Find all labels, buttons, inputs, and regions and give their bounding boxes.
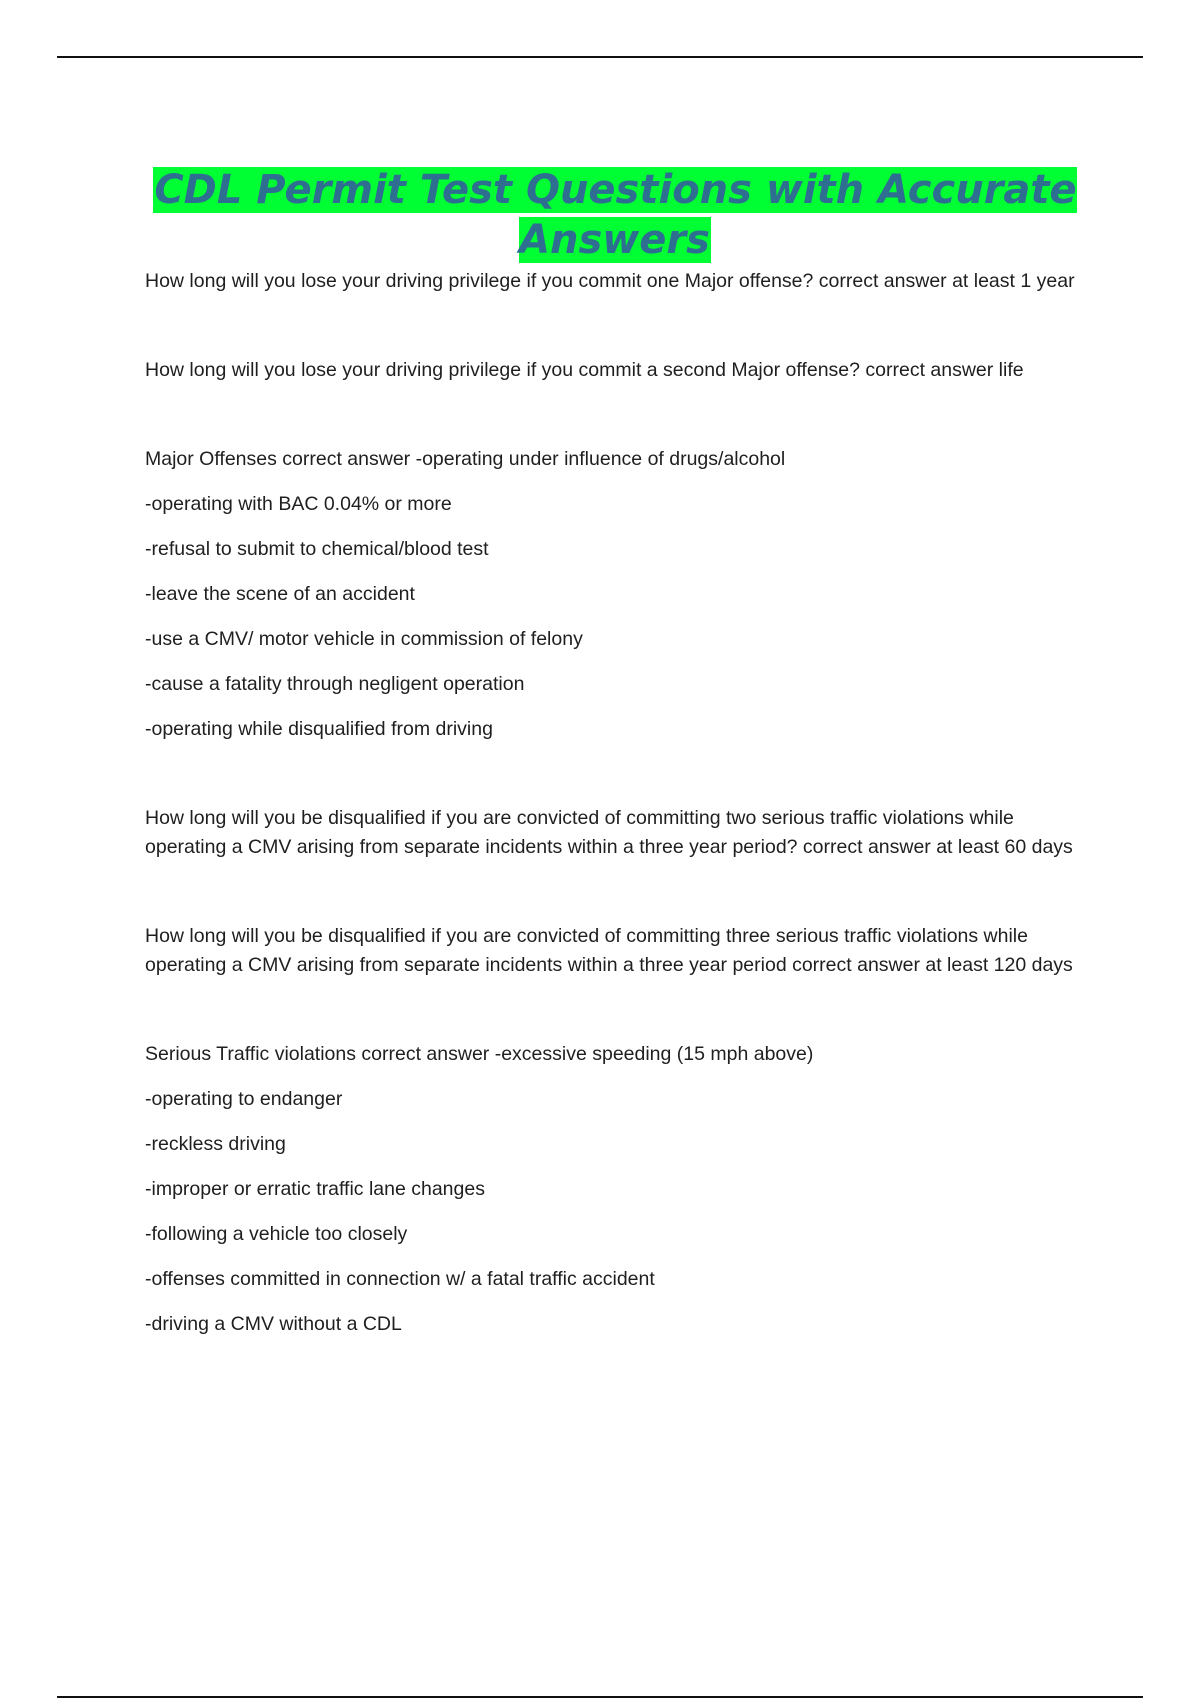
list-item: -refusal to submit to chemical/blood test (145, 538, 489, 560)
entry-major-offense-second: How long will you lose your driving privilege if you commit a second Major offense? correct answer life (145, 359, 1024, 381)
list-item: -reckless driving (145, 1133, 286, 1155)
list-item: -leave the scene of an accident (145, 583, 415, 605)
entry-three-serious-violations: How long will you be disqualified if you are convicted of committing three serious traffic violations while operating a CMV arising from separate incidents within a three year period correct answer at least 120 days (145, 925, 1073, 976)
document-body (145, 165, 1085, 1339)
entry-major-offense-one: How long will you lose your driving privilege if you commit one Major offense? correct answer at least 1 year (145, 270, 1075, 292)
list-item: -cause a fatality through negligent operation (145, 673, 525, 695)
list-item: -improper or erratic traffic lane changes (145, 1178, 485, 1200)
list-item: -driving a CMV without a CDL (145, 1313, 402, 1335)
footer-rule (57, 1696, 1143, 1698)
document-title: CDL Permit Test Questions with Accurate Answers (154, 167, 1077, 263)
list-item: -operating to endanger (145, 1088, 343, 1110)
entry-major-offenses: Major Offenses correct answer -operating under influence of drugs/alcohol (145, 448, 786, 470)
entry-serious-traffic-violations: Serious Traffic violations correct answer -excessive speeding (15 mph above) (145, 1043, 814, 1065)
list-item: -following a vehicle too closely (145, 1223, 408, 1245)
header-rule (57, 56, 1143, 58)
list-item: -use a CMV/ motor vehicle in commission of felony (145, 628, 583, 650)
list-item: -operating with BAC 0.04% or more (145, 493, 452, 515)
list-item: -operating while disqualified from driving (145, 718, 493, 740)
list-item: -offenses committed in connection w/ a fatal traffic accident (145, 1268, 655, 1290)
entry-two-serious-violations: How long will you be disqualified if you are convicted of committing two serious traffic violations while operating a CMV arising from separate incidents within a three year period? correct answer at least 60 days (145, 807, 1073, 858)
